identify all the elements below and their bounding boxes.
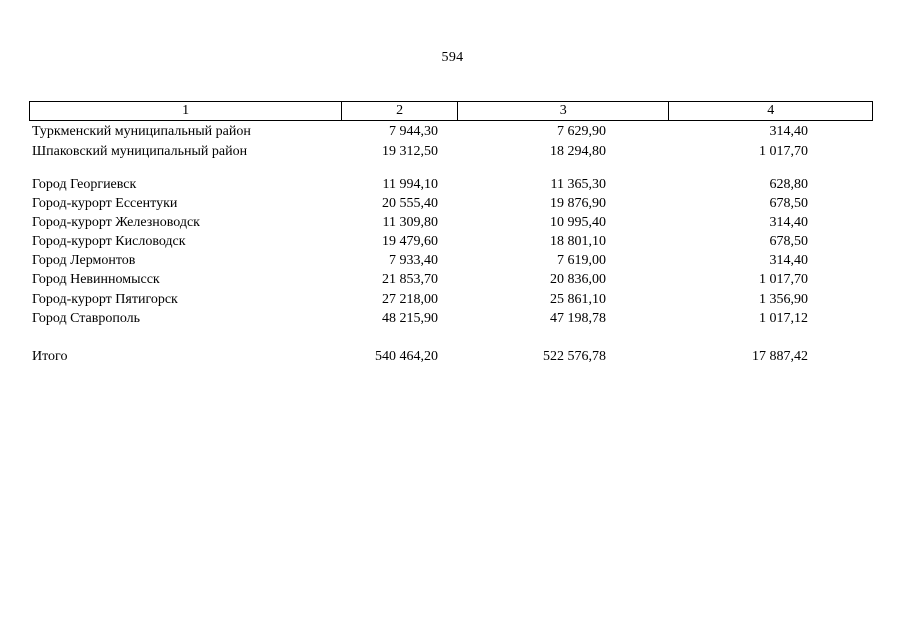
row-value-col2: 11 309,80 (382, 215, 438, 230)
total-value-col2: 540 464,20 (375, 349, 438, 364)
total-value-col4: 17 887,42 (752, 349, 808, 364)
table-total-row (0, 347, 905, 366)
row-name: Город Ставрополь (32, 311, 141, 326)
table-row (0, 175, 905, 194)
table-row (0, 251, 905, 270)
row-value-col2: 7 944,30 (389, 124, 438, 139)
table-row (0, 270, 905, 289)
column-header-3: 3 (458, 102, 670, 120)
row-value-col4: 628,80 (769, 177, 808, 192)
row-value-col3: 47 198,78 (550, 311, 606, 326)
column-header-1: 1 (30, 102, 342, 120)
table-row (0, 232, 905, 251)
column-header-2: 2 (342, 102, 458, 120)
row-value-col4: 678,50 (769, 234, 808, 249)
row-value-col2: 11 994,10 (382, 177, 438, 192)
row-value-col2: 48 215,90 (382, 311, 438, 326)
row-name: Город-курорт Ессентуки (32, 196, 178, 211)
row-name: Шпаковский муниципальный район (32, 144, 248, 159)
row-value-col2: 19 312,50 (382, 144, 438, 159)
row-name: Город-курорт Пятигорск (32, 292, 178, 307)
total-label: Итого (32, 349, 68, 364)
table-row (0, 122, 905, 141)
row-value-col4: 314,40 (769, 253, 808, 268)
row-value-col2: 21 853,70 (382, 272, 438, 287)
row-value-col3: 10 995,40 (550, 215, 606, 230)
row-name: Город-курорт Железноводск (32, 215, 200, 230)
row-value-col4: 1 017,70 (759, 144, 808, 159)
table-row (0, 309, 905, 328)
row-value-col4: 1 017,70 (759, 272, 808, 287)
row-value-col3: 7 629,90 (557, 124, 606, 139)
row-value-col3: 25 861,10 (550, 292, 606, 307)
row-name: Город Невинномысск (32, 272, 160, 287)
row-value-col4: 1 356,90 (759, 292, 808, 307)
row-value-col4: 1 017,12 (759, 311, 808, 326)
row-name: Город Георгиевск (32, 177, 137, 192)
column-header-4: 4 (767, 103, 775, 118)
row-value-col4: 678,50 (769, 196, 808, 211)
row-value-col4: 314,40 (769, 124, 808, 139)
table-row (0, 142, 905, 161)
row-value-col3: 18 801,10 (550, 234, 606, 249)
table-row (0, 213, 905, 232)
row-value-col3: 7 619,00 (557, 253, 606, 268)
row-value-col3: 19 876,90 (550, 196, 606, 211)
row-name: Город Лермонтов (32, 253, 136, 268)
table-row (0, 290, 905, 309)
row-value-col3: 18 294,80 (550, 144, 606, 159)
row-name: Город-курорт Кисловодск (32, 234, 186, 249)
page-number: 594 (441, 50, 464, 65)
row-value-col3: 11 365,30 (550, 177, 606, 192)
row-value-col2: 27 218,00 (382, 292, 438, 307)
table-row (0, 194, 905, 213)
row-value-col2: 19 479,60 (382, 234, 438, 249)
row-value-col3: 20 836,00 (550, 272, 606, 287)
table-header-row (29, 101, 873, 121)
total-value-col3: 522 576,78 (543, 349, 606, 364)
row-value-col4: 314,40 (769, 215, 808, 230)
row-value-col2: 7 933,40 (389, 253, 438, 268)
row-name: Туркменский муниципальный район (32, 124, 251, 139)
row-value-col2: 20 555,40 (382, 196, 438, 211)
